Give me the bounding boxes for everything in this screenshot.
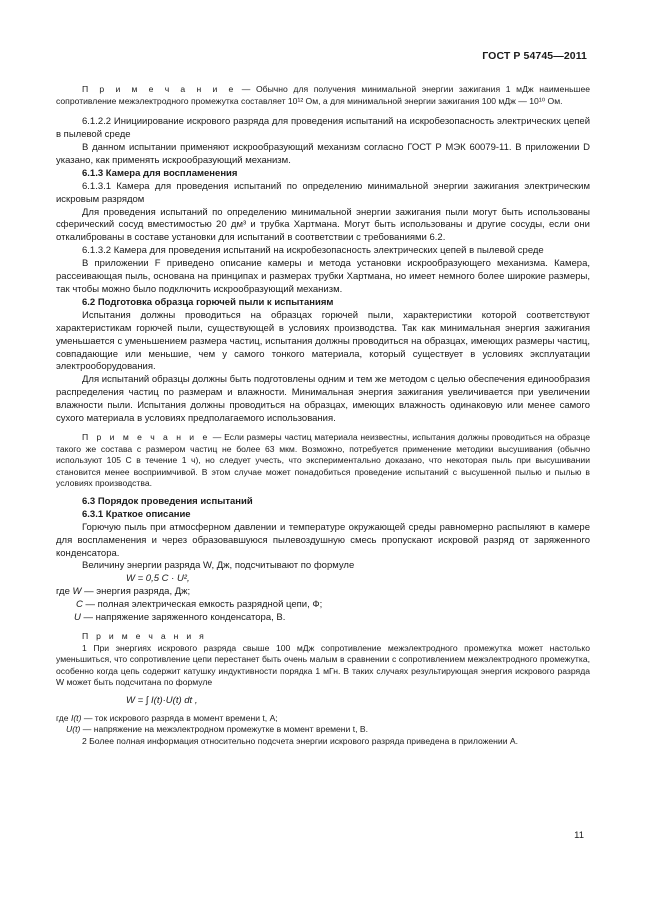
where-desc: — полная электрическая емкость разрядной цепи, Ф; [82,599,323,611]
where-line-c [56,599,590,612]
where-desc: — напряжение заряженного конденсатора, В. [80,612,286,624]
page-number: 11 [574,830,584,841]
heading-6-1-3: 6.1.3 Камера для воспламенения [82,167,238,179]
where-line-u [56,612,590,625]
symbol-u-t: U(t) [66,724,81,735]
where-desc: — энергия разряда, Дж; [81,586,191,598]
heading-6-3-1: 6.3.1 Краткое описание [82,508,191,520]
document-body [56,84,590,747]
note-2 [56,432,590,490]
formula-energy: W = 0,5 C · U², [126,573,190,585]
heading-6-2: 6.2 Подготовка образца горючей пыли к испытаниям [82,296,334,308]
where-prefix: где [56,586,73,598]
paragraph-6-3-1-b: Величину энергии разряда W, Дж, подсчитывают по формуле [82,560,355,572]
note-1 [56,84,590,107]
where2-line-i [56,713,590,725]
note-3-2: 2 Более полная информация относительно подсчета энергии искрового разряда приведена в приложении А. [82,735,519,746]
standard-header: ГОСТ Р 54745—2011 [482,50,587,62]
note-text: — Если размеры частиц материала неизвестны, испытания должны проводиться на образце такого же состава с размером частиц не более 63 мкм. Возможно, потребуется применение методики высушивания (обычно используют 105 С в течение 1 ч), но следует учесть, что экспериментально доказано, что некоторая пыль при высушивании становится менее восприимчивой. В этом случае может понадобиться проведение испытаний с высушенной пылью и пылью в условиях производства. [56,431,590,489]
symbol-w: W [72,586,82,598]
paragraph-6-1-2-2-b: В данном испытании применяют искрообразующий механизм согласно ГОСТ Р МЭК 60079-11. В приложении D указано, как применять искрообразующий механизм. [56,142,590,166]
notes-label: П р и м е ч а н и я [82,630,207,641]
symbol-i: I(t) [70,712,82,723]
note-3-1: 1 При энергиях искрового разряда свыше 100 мДж сопротивление межэлектродного промежутка может настолько уменьшиться, что сопротивление цепи перестанет быть очень малым в сравнении с сопротивлением межэлектродного промежутка, особенно когда цепь содержит катушку индуктивности порядка 1 мГн. В таких случаях результирующая энергия искрового разряда W может быть подсчитана по формуле [56,642,590,688]
paragraph-6-2-b: Для испытаний образцы должны быть подготовлены одним и тем же методом с целью обеспечения единообразия распределения частиц по размерам и влажности. Минимальная энергия зажигания увеличивается при увеличении влажности пыли. Испытания должны проводиться на образцах, имеющих влажность одинаковую или менее самого сухого материала в условиях предполагаемого использования. [56,374,590,425]
where-line-w [56,586,590,599]
paragraph-6-2-a: Испытания должны проводиться на образцах горючей пыли, характеристики которой соответствуют характеристикам горючей пыли, существующей в условиях производства. Так как минимальная энергия зажигания уменьшается с уменьшением размера частиц, испытания должны проводиться на образцах, имеющих размеры частиц, совпадающие или меньшие, чем у самого тонкого материала, который существует в условиях эксплуатации электрооборудования. [56,309,590,373]
where-desc: — ток искрового разряда в момент времени t, А; [81,712,278,723]
paragraph-6-1-3-1: 6.1.3.1 Камера для проведения испытаний по определению минимальной энергии зажигания электрическим искровым разрядом [56,180,590,205]
paragraph-6-1-3-1-b: Для проведения испытаний по определению минимальной энергии зажигания пыли могут быть использованы сферический сосуд вместимостью 20 дм³ и трубка Хартмана. Могут быть использованы и другие сосуды, если они откалиброваны в составе установки для испытаний в соответствии с требованиями 6.2. [56,206,590,244]
note-text: — Обычно для получения минимальной энергии зажигания 1 мДж наименьшее сопротивление межэлектродного промежутка составляет 10¹² Ом, а для минимальной энергии зажигания 100 мДж — 10¹⁰ Ом. [56,84,591,106]
paragraph-6-3-1-a: Горючую пыль при атмосферном давлении и температуре окружающей среды равномерно распыляют в камере для воспламенения и через образовавшуюся пылевоздушную смесь пропускают искровой разряд от заряженного конденсатора. [56,521,590,559]
formula-integral: W = ∫ I(t)·U(t) dt , [126,694,198,706]
where2-line-u [56,724,590,736]
note-label: П р и м е ч а н и е [82,431,211,442]
heading-6-3: 6.3 Порядок проведения испытаний [82,495,253,507]
symbol-u: U [74,612,81,624]
where-prefix: где [56,712,71,723]
paragraph-6-1-3-2-b: В приложении F приведено описание камеры и метода установки искрообразующего механизма. Камера, рассеивающая пыль, основана на принципах и размерах трубки Хартмана, но имеет немного более широкие размеры, так чтобы можно было подключить искрообразующий механизм. [56,258,590,295]
paragraph-6-1-3-2: 6.1.3.2 Камера для проведения испытаний на искробезопасность электрических цепей в пылевой среде [82,245,544,257]
symbol-c: C [76,599,83,611]
note-label: П р и м е ч а н и е [82,84,237,94]
paragraph-6-1-2-2: 6.1.2.2 Инициирование искрового разряда для проведения испытаний на искробезопасность электрических цепей в пылевой среде [56,116,590,141]
where-desc: — напряжение на межэлектродном промежутке в момент времени t, В. [80,724,369,735]
